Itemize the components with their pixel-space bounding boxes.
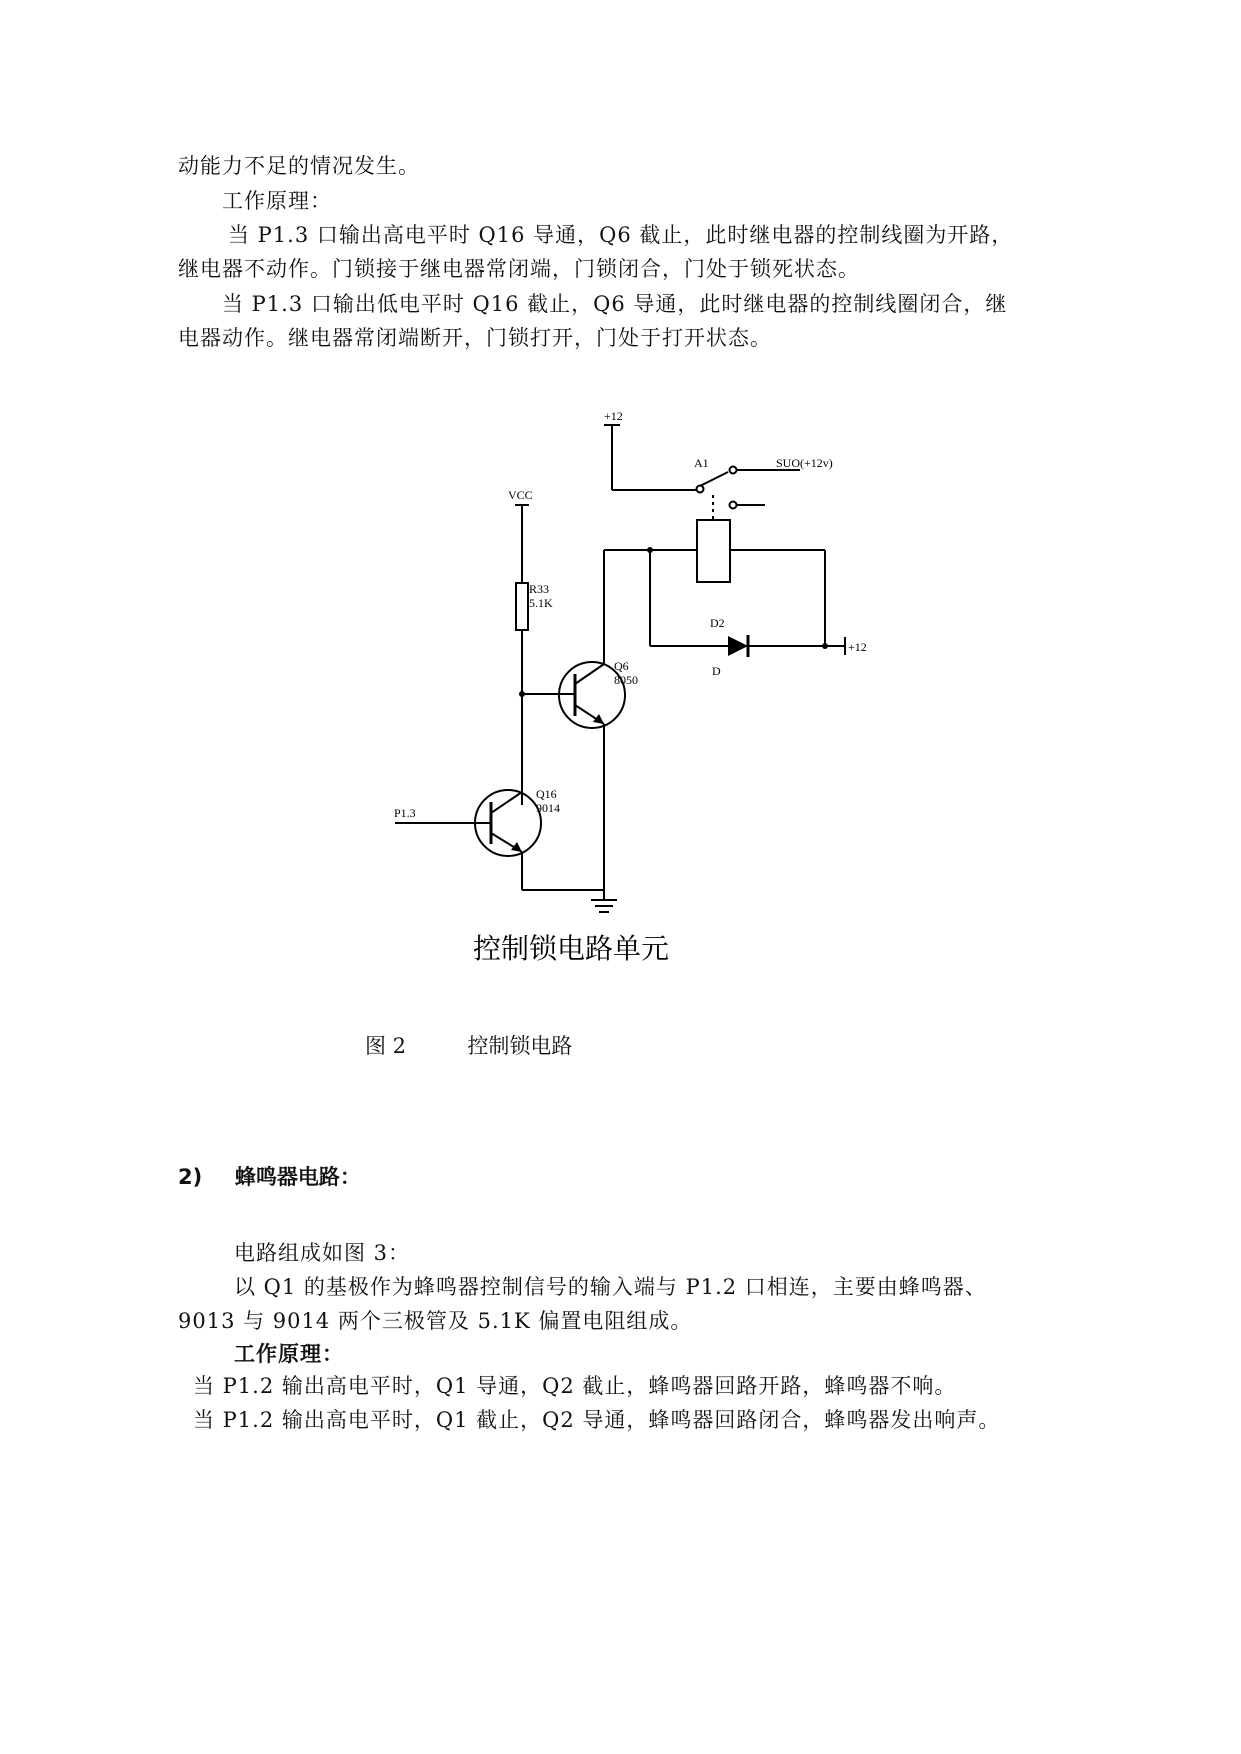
section-number: 2) — [178, 1165, 203, 1189]
paragraph-line: 当 P1.2 输出高电平时，Q1 导通，Q2 截止，蜂鸣器回路开路，蜂鸣器不响。 — [193, 1374, 957, 1398]
circuit-svg — [380, 395, 900, 985]
section-title: 蜂鸣器电路： — [234, 1165, 361, 1189]
junction-dot — [519, 691, 525, 697]
switch-contact — [697, 486, 704, 493]
label-r33-name: R33 — [529, 582, 550, 596]
label-q6-name: Q6 — [614, 659, 629, 673]
label-q16-value: 9014 — [536, 801, 560, 815]
paragraph-line: 继电器不动作。门锁接于继电器常闭端，门锁闭合，门处于锁死状态。 — [178, 257, 860, 281]
label-q16-name: Q16 — [536, 787, 557, 801]
figure-number: 图 2 — [365, 1034, 407, 1058]
paragraph-line: 电器动作。继电器常闭端断开，门锁打开，门处于打开状态。 — [178, 326, 772, 350]
label-d2-name: D2 — [710, 616, 725, 630]
label-suo: SUO(+12v) — [776, 456, 833, 470]
paragraph-subheading: 工作原理： — [234, 1341, 344, 1366]
switch-arm — [700, 472, 728, 486]
relay-coil — [697, 520, 730, 582]
label-vcc: VCC — [508, 488, 533, 502]
paragraph-line: 动能力不足的情况发生。 — [178, 154, 420, 178]
paragraph-line: 工作原理： — [222, 189, 332, 213]
label-plus12-top: +12 — [604, 409, 623, 423]
label-relay: A1 — [694, 456, 709, 470]
paragraph-line: 当 P1.2 输出高电平时，Q1 截止，Q2 导通，蜂鸣器回路闭合，蜂鸣器发出响声。 — [193, 1408, 1001, 1432]
paragraph-line: 电路组成如图 3： — [234, 1241, 411, 1265]
junction-dot — [822, 643, 828, 649]
label-p13: P1.3 — [394, 806, 416, 820]
paragraph-line: 当 P1.3 口输出低电平时 Q16 截止，Q6 导通，此时继电器的控制线圈闭合，继 — [222, 292, 1008, 316]
switch-contact — [730, 467, 737, 474]
circuit-unit-title: 控制锁电路单元 — [473, 934, 670, 965]
switch-contact-nc — [730, 502, 737, 509]
figure-title: 控制锁电路 — [467, 1034, 573, 1058]
lock-control-circuit-diagram — [380, 395, 900, 985]
label-d2-value: D — [712, 664, 721, 678]
paragraph-line: 以 Q1 的基极作为蜂鸣器控制信号的输入端与 P1.2 口相连，主要由蜂鸣器、 — [234, 1275, 987, 1299]
label-plus12-right: +12 — [848, 640, 867, 654]
paragraph-line: 当 P1.3 口输出高电平时 Q16 导通，Q6 截止，此时继电器的控制线圈为开路， — [228, 223, 1014, 247]
paragraph-line: 9013 与 9014 两个三极管及 5.1K 偏置电阻组成。 — [178, 1309, 693, 1333]
label-r33-value: 5.1K — [529, 596, 553, 610]
resistor-r33 — [516, 583, 528, 630]
label-q6-value: 8050 — [614, 673, 638, 687]
junction-dot — [647, 547, 653, 553]
diode-d2 — [728, 636, 748, 656]
section-heading — [178, 1163, 361, 1191]
figure-caption — [365, 1032, 572, 1060]
